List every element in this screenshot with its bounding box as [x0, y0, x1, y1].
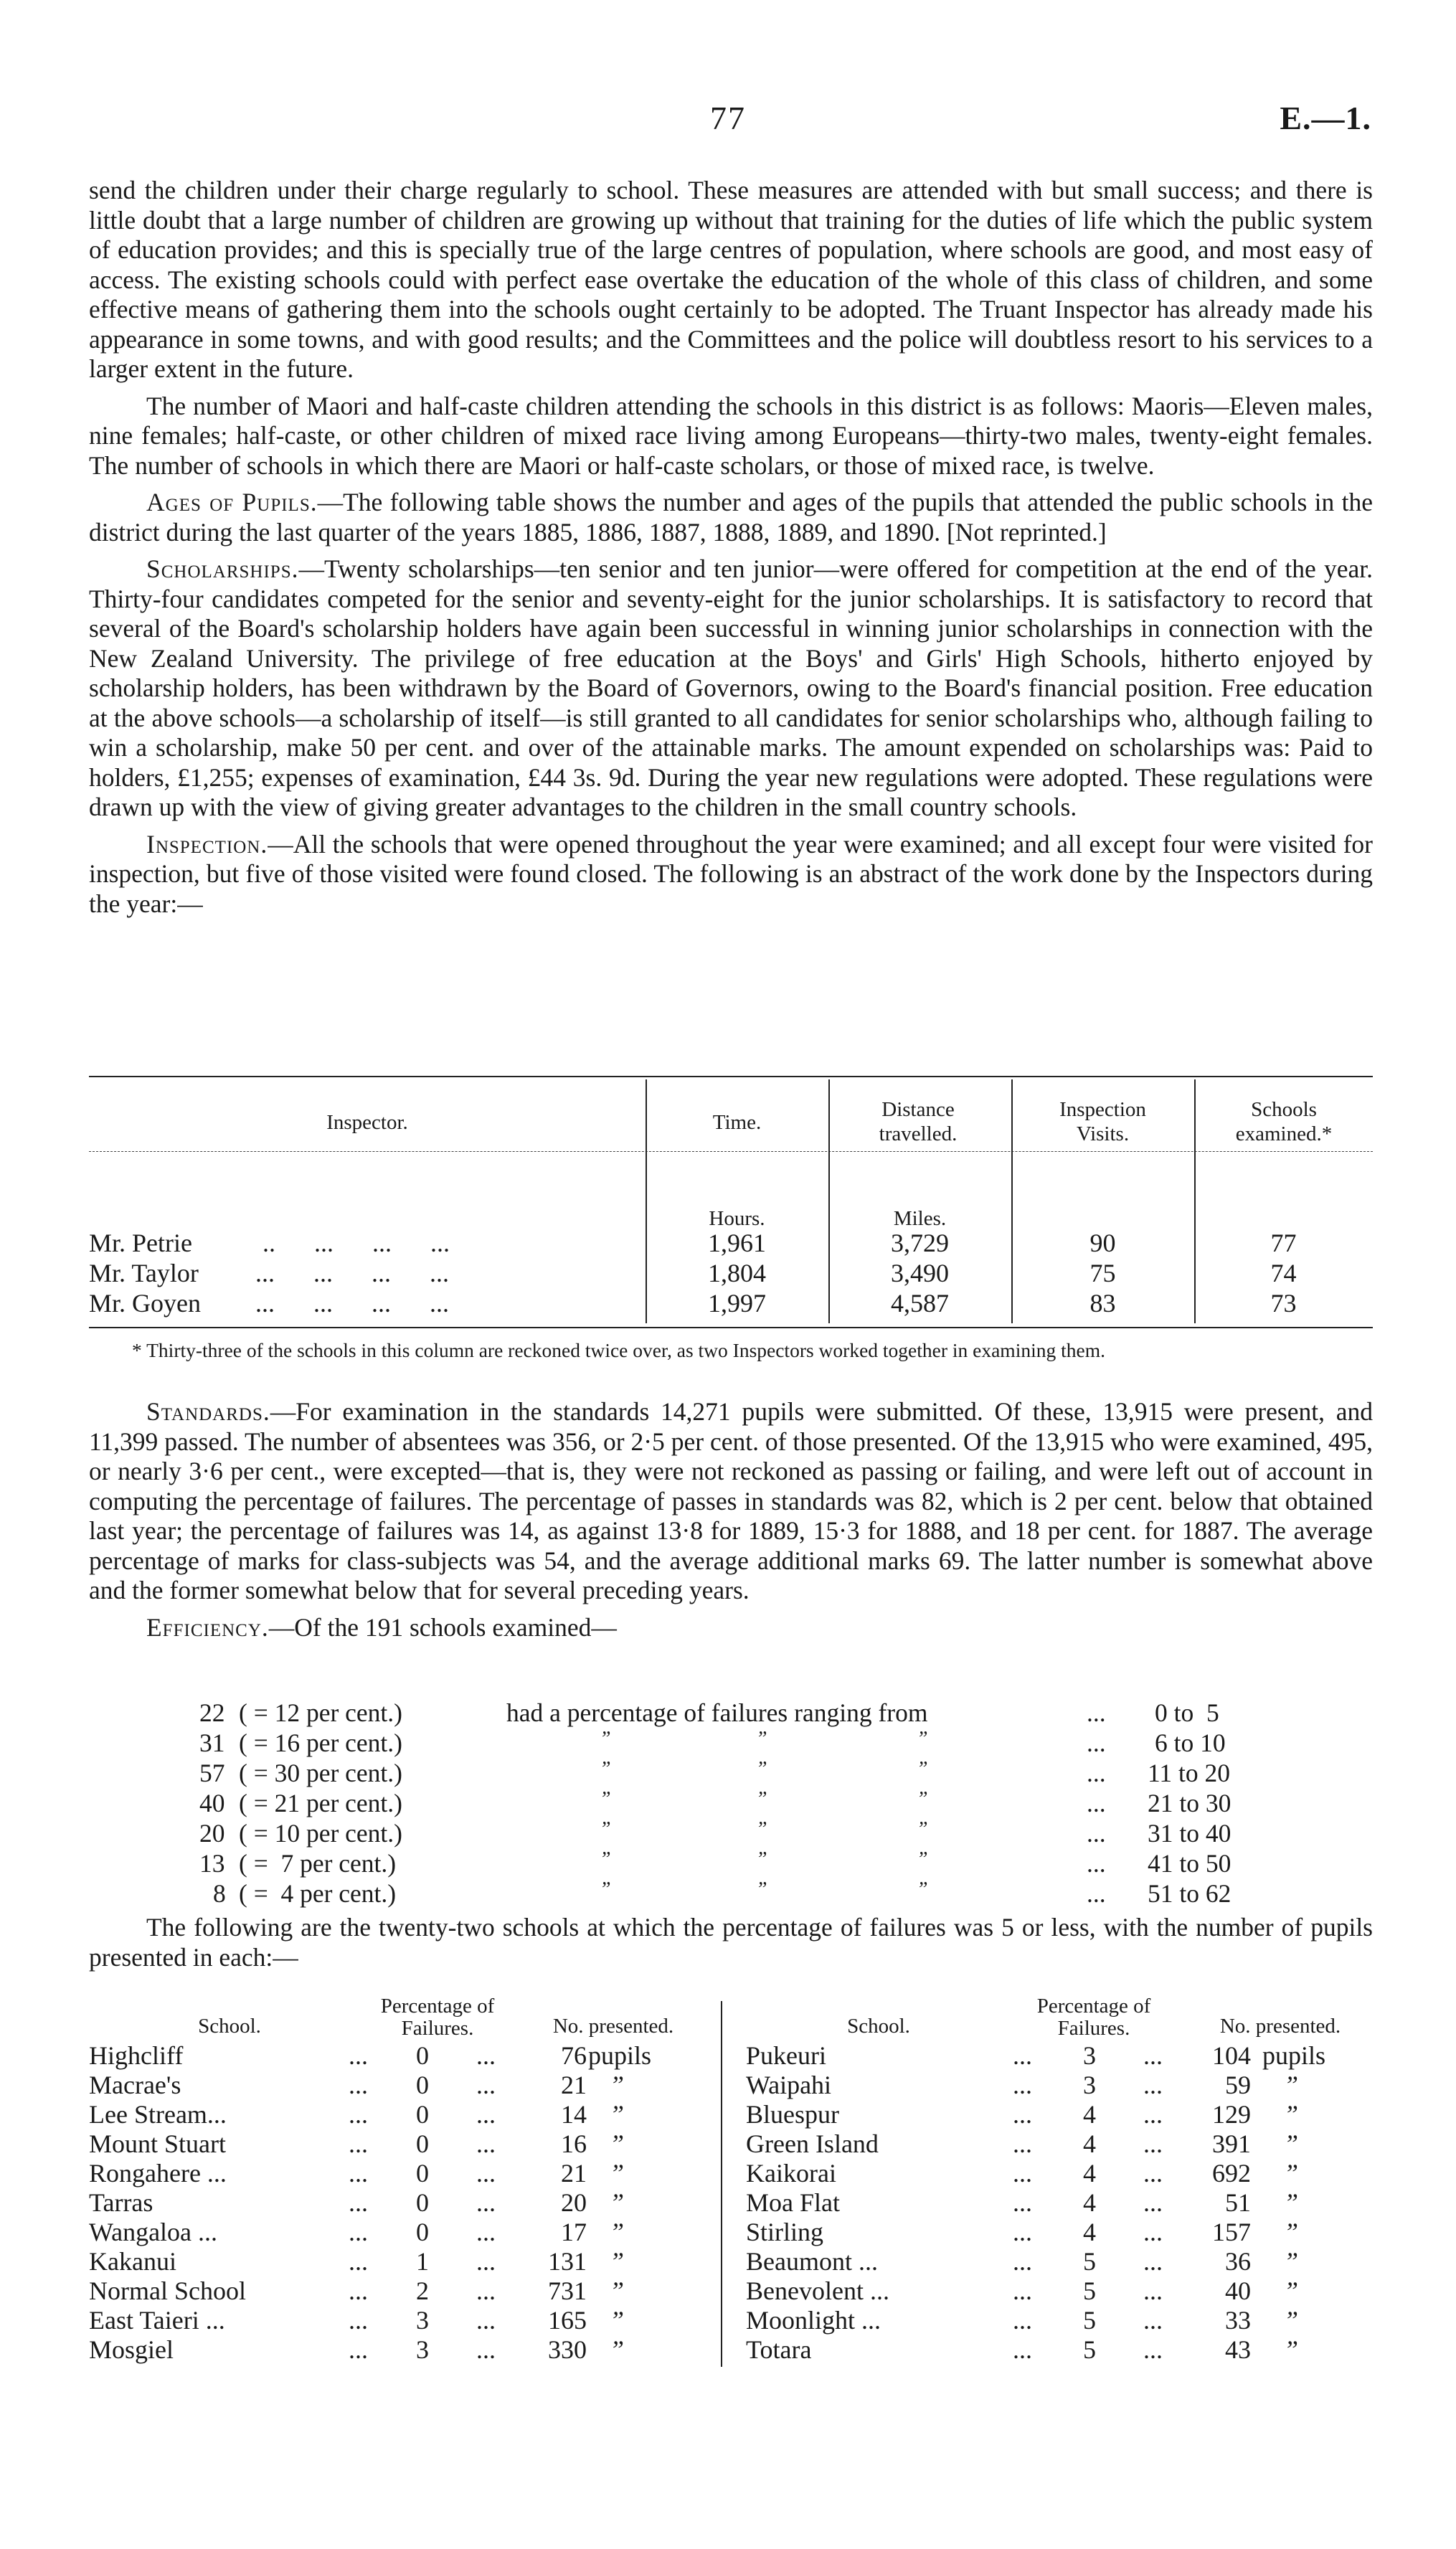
pupils-presented: 330 [548, 2335, 587, 2364]
percent-note: ( = 16 per cent.) [239, 1729, 402, 1757]
pupils-presented: 131 [548, 2247, 587, 2276]
ditto-mark: ” [610, 2218, 625, 2246]
ditto-mark: ” [1284, 2129, 1299, 2158]
school-count: 20 [199, 1819, 225, 1848]
ditto-mark: ” [600, 1878, 611, 1901]
ditto-mark: ” [610, 2188, 625, 2217]
pupils-presented: 165 [548, 2306, 587, 2335]
table-top-rule [89, 1076, 1373, 1077]
ditto-mark: ” [1284, 2218, 1299, 2246]
ditto-mark: ” [1284, 2276, 1299, 2305]
failure-percentage: 3 [416, 2335, 429, 2364]
leader-dots: ... [1143, 2247, 1163, 2276]
failure-range: 0 to 5 [1155, 1698, 1219, 1727]
school-name: Macrae's [89, 2071, 181, 2099]
failure-percentage: 0 [416, 2100, 429, 2129]
paragraph-schools-intro: The following are the twenty-two schools at which the percentage of failures was 5 or less, with the number of pupils presented in each:— [89, 1913, 1373, 1972]
header-examined: Schools examined.* [1235, 1098, 1333, 1145]
failure-percentage: 0 [416, 2129, 429, 2158]
failure-percentage: 3 [1083, 2041, 1096, 2070]
paragraph-truancy: send the children under their charge regularly to school. These measures are attended with but small success; and there is little doubt that a large number of children are growing up without that training for the duties of life which the public system of education provides; and this is specially true of the large centres of population, where schools are good, and most easy of access. The existing schools could with perfect ease overtake the education of the whole of this class of children, and some effective means of gathering them into the schools ought certainly to be adopted. The Truant Inspector has already made his appearance in some towns, and with good results; and the Committees and the police will doubtless resort to his services to a larger extent in the future. [89, 176, 1373, 383]
pupils-presented: 104 [1212, 2041, 1251, 2070]
header-presented-right: No. presented. [1219, 2015, 1341, 2038]
leader-dots: ... [349, 2335, 368, 2364]
failure-percentage: 4 [1083, 2159, 1096, 2188]
standards-heading: Standards. [146, 1397, 270, 1426]
leader-dots: ... [1087, 1759, 1106, 1787]
ditto-mark: ” [610, 2071, 625, 2099]
percent-note: ( = 21 per cent.) [239, 1789, 402, 1817]
ditto-mark: ” [610, 2100, 625, 2129]
failure-range: 21 to 30 [1148, 1789, 1232, 1817]
pupils-presented: 40 [1225, 2276, 1251, 2305]
pupils-presented: 59 [1225, 2071, 1251, 2099]
distance-value: 4,587 [891, 1289, 949, 1318]
leader-dots: ... [476, 2335, 496, 2364]
pupils-unit: pupils [588, 2041, 652, 2070]
failure-percentage: 1 [416, 2247, 429, 2276]
scholarships-text: —Twenty scholarships—ten senior and ten junior—were offered for competition at the end of the year. Thirty-four candidates competed for the senior and seventy-eight for the junior scholarships. It is satisfactory to record that several of the Board's scholarship holders have again been successful in winning junior scholarships in connection with the New Zealand University. The privilege of free education at the Boys' and Girls' High Schools, hitherto enjoyed by scholarship holders, has been withdrawn by the Board of Governors, owing to the Board's financial position. Free education at the above schools—a scholarship of itself—is still granted to all candidates for senior scholarships who, although failing to win a scholarship, make 50 per cent. and over of the attainable marks. The amount expended on scholarships was: Paid to holders, £1,255; expenses of examination, £44 3s. 9d. During the year new regulations were adopted. These regulations were drawn up with the view of giving greater advantages to the children in the small country schools. [89, 554, 1373, 821]
failure-range: 41 to 50 [1148, 1849, 1232, 1878]
ditto-mark: ” [1284, 2159, 1299, 2188]
ditto-mark: ” [610, 2306, 625, 2335]
column-divider [721, 2001, 722, 2367]
failure-percentage: 0 [416, 2071, 429, 2099]
leader-dots: ... [1013, 2041, 1032, 2070]
ditto-mark: ” [600, 1758, 611, 1780]
pupils-presented: 36 [1225, 2247, 1251, 2276]
school-name: Stirling [746, 2218, 824, 2246]
school-name: Benevolent ... [746, 2276, 889, 2305]
distance-value: 3,729 [891, 1229, 949, 1257]
leader-dots: ... [349, 2218, 368, 2246]
efficiency-heading: Efficiency. [146, 1612, 269, 1642]
paragraph-inspection [89, 830, 1373, 919]
leader-dots: ... [1013, 2129, 1032, 2158]
percent-note: ( = 30 per cent.) [239, 1759, 402, 1787]
leader-dots: ... [1013, 2335, 1032, 2364]
school-name: Waipahi [746, 2071, 832, 2099]
distance-value: 3,490 [891, 1259, 949, 1287]
header-pct-right: Percentage of Failures. [1036, 1995, 1151, 2040]
report-reference: E.—1. [1280, 100, 1371, 136]
leader-dots: ... [1013, 2071, 1032, 2099]
leader-dots: ... [1013, 2247, 1032, 2276]
pupils-presented: 731 [548, 2276, 587, 2305]
ditto-mark: ” [917, 1878, 928, 1901]
header-visits: Inspection Visits. [1059, 1098, 1146, 1145]
leader-dots: ... [1087, 1789, 1106, 1817]
failure-percentage: 4 [1083, 2100, 1096, 2129]
body-text-schools-intro [89, 1913, 1373, 1980]
school-name: East Taieri ... [89, 2306, 225, 2335]
pupils-presented: 21 [561, 2071, 587, 2099]
ditto-mark: ” [600, 1728, 611, 1750]
ditto-mark: ” [600, 1818, 611, 1840]
percent-note: ( = 4 per cent.) [239, 1879, 397, 1908]
list-item [0, 1878, 1456, 1909]
leader-dots: ... [1143, 2100, 1163, 2129]
leader-dots: ... ... ... ... [255, 1259, 449, 1287]
ditto-mark: ” [756, 1848, 767, 1871]
leader-dots: ... [1143, 2159, 1163, 2188]
school-count: 8 [213, 1879, 226, 1908]
leader-dots: ... ... ... ... [255, 1289, 449, 1318]
ditto-mark: ” [917, 1818, 928, 1840]
failure-percentage: 2 [416, 2276, 429, 2305]
ditto-mark: ” [756, 1788, 767, 1810]
leader-dots: ... [1013, 2188, 1032, 2217]
table-header-rule [89, 1151, 1373, 1152]
school-count: 22 [199, 1698, 225, 1727]
percent-note: ( = 10 per cent.) [239, 1819, 402, 1848]
pupils-presented: 51 [1225, 2188, 1251, 2217]
school-name: Mosgiel [89, 2335, 174, 2364]
inspection-heading: Inspection. [146, 829, 268, 859]
visits-value: 83 [1089, 1289, 1116, 1318]
pupils-presented: 17 [561, 2218, 587, 2246]
leader-dots: ... [1087, 1698, 1106, 1727]
leader-dots: ... [349, 2129, 368, 2158]
leader-dots: ... [476, 2276, 496, 2305]
failure-percentage: 0 [416, 2218, 429, 2246]
school-name: Green Island [746, 2129, 879, 2158]
header-distance: Distance travelled. [879, 1098, 958, 1145]
table-bottom-rule [89, 1327, 1373, 1328]
visits-value: 75 [1089, 1259, 1116, 1287]
list-item [0, 1698, 1456, 1728]
school-name: Tarras [89, 2188, 153, 2217]
pupils-presented: 21 [561, 2159, 587, 2188]
leader-dots: ... [476, 2247, 496, 2276]
leader-dots: ... [1013, 2276, 1032, 2305]
leader-dots: ... [349, 2247, 368, 2276]
failure-range: 31 to 40 [1148, 1819, 1232, 1848]
ditto-mark: ” [610, 2159, 625, 2188]
header-inspector: Inspector. [326, 1111, 408, 1134]
paragraph-efficiency [89, 1613, 1373, 1643]
leader-dots: ... [1087, 1819, 1106, 1848]
leader-dots: ... [1087, 1729, 1106, 1757]
header-pct-left: Percentage of Failures. [380, 1995, 495, 2040]
leader-dots: ... [349, 2100, 368, 2129]
failure-percentage: 0 [416, 2159, 429, 2188]
failure-percentage: 5 [1083, 2247, 1096, 2276]
leader-dots: .. ... ... ... [263, 1229, 450, 1257]
ditto-mark: ” [917, 1758, 928, 1780]
ditto-mark: ” [600, 1848, 611, 1871]
leader-dots: ... [1013, 2306, 1032, 2335]
list-item [0, 1758, 1456, 1788]
leader-dots: ... [349, 2159, 368, 2188]
ditto-mark: ” [756, 1728, 767, 1750]
school-name: Bluespur [746, 2100, 839, 2129]
inspector-name: Mr. Taylor [89, 1259, 199, 1287]
paragraph-scholarships [89, 554, 1373, 823]
ditto-mark: ” [917, 1848, 928, 1871]
body-text-standards [89, 1397, 1373, 1642]
leader-dots: ... [476, 2218, 496, 2246]
pupils-presented: 129 [1212, 2100, 1251, 2129]
standards-text: —For examination in the standards 14,271 pupils were submitted. Of these, 13,915 were present, and 11,399 passed. The number of absentees was 356, or 2·5 per cent. of those presented. Of the 13,915 who were examined, 495, or nearly 3·6 per cent., were excepted—that is, they were not reckoned as passing or failing, and were left out of account in computing the percentage of failures. The percentage of passes in standards was 82, which is 2 per cent. below that obtained last year; the percentage of failures was 14, as against 13·8 for 1889, 15·3 for 1888, and 18 per cent. for 1887. The average percentage of marks for class-subjects was 54, and the average additional marks 69. The latter number is somewhat above and the former somewhat below that for several preceding years. [89, 1397, 1373, 1604]
school-name: Kaikorai [746, 2159, 836, 2188]
inspection-text: —All the schools that were opened throughout the year were examined; and all except four were visited for inspection, but five of those visited were found closed. The following is an abstract of the work done by the Inspectors during the year:— [89, 829, 1373, 918]
failure-percentage: 5 [1083, 2306, 1096, 2335]
ages-heading: Ages of Pupils. [146, 488, 318, 516]
failure-percentage: 0 [416, 2041, 429, 2070]
leader-dots: ... [476, 2188, 496, 2217]
failure-percentage: 4 [1083, 2129, 1096, 2158]
school-name: Beaumont ... [746, 2247, 878, 2276]
body-text-top [89, 176, 1373, 926]
pupils-presented: 43 [1225, 2335, 1251, 2364]
ditto-mark: ” [1284, 2071, 1299, 2099]
list-item [0, 1788, 1456, 1818]
pupils-unit: pupils [1262, 2041, 1326, 2070]
list-item [0, 1848, 1456, 1878]
failure-range: 11 to 20 [1148, 1759, 1231, 1787]
pupils-presented: 76 [561, 2041, 587, 2070]
school-name: Kakanui [89, 2247, 176, 2276]
header-school-left: School. [198, 2015, 261, 2038]
school-name: Totara [746, 2335, 812, 2364]
school-count: 13 [199, 1849, 225, 1878]
school-count: 57 [199, 1759, 225, 1787]
ditto-mark: ” [1284, 2335, 1299, 2364]
school-name: Wangaloa ... [89, 2218, 218, 2246]
paragraph-standards [89, 1397, 1373, 1606]
leader-dots: ... [1013, 2100, 1032, 2129]
failure-percentage: 0 [416, 2188, 429, 2217]
list-item [0, 1818, 1456, 1848]
leader-dots: ... [349, 2041, 368, 2070]
school-name: Moa Flat [746, 2188, 840, 2217]
examined-value: 74 [1270, 1259, 1297, 1287]
unit-hours: Hours. [709, 1207, 765, 1230]
paragraph-ages [89, 488, 1373, 547]
time-value: 1,997 [708, 1289, 766, 1318]
inspector-name: Mr. Goyen [89, 1289, 201, 1318]
school-name: Normal School [89, 2276, 246, 2305]
leader-dots: ... [349, 2306, 368, 2335]
pupils-presented: 692 [1212, 2159, 1251, 2188]
ditto-mark: ” [917, 1788, 928, 1810]
header-school-right: School. [847, 2015, 910, 2038]
leader-dots: ... [1143, 2335, 1163, 2364]
leader-dots: ... [476, 2306, 496, 2335]
ditto-mark: ” [917, 1728, 928, 1750]
ages-text: —The following table shows the number and ages of the pupils that attended the public schools in the district during the last quarter of the years 1885, 1886, 1887, 1888, 1889, and 1890. [Not reprinted.] [89, 488, 1373, 547]
leader-dots: ... [1143, 2129, 1163, 2158]
failure-percentage: 3 [416, 2306, 429, 2335]
failure-range: 6 to 10 [1155, 1729, 1226, 1757]
leader-dots: ... [1143, 2071, 1163, 2099]
time-value: 1,804 [708, 1259, 766, 1287]
pupils-presented: 14 [561, 2100, 587, 2129]
school-name: Lee Stream... [89, 2100, 227, 2129]
list-item [0, 1728, 1456, 1758]
leader-dots: ... [476, 2159, 496, 2188]
school-count: 40 [199, 1789, 225, 1817]
pupils-presented: 33 [1225, 2306, 1251, 2335]
leader-dots: ... [476, 2041, 496, 2070]
leader-dots: ... [349, 2188, 368, 2217]
leader-dots: ... [1143, 2276, 1163, 2305]
school-name: Mount Stuart [89, 2129, 227, 2158]
failure-percentage: 4 [1083, 2188, 1096, 2217]
school-name: Rongahere ... [89, 2159, 227, 2188]
failure-percentage: 5 [1083, 2276, 1096, 2305]
page-number: 77 [710, 100, 746, 136]
ditto-mark: ” [1284, 2188, 1299, 2217]
leader-dots: ... [1143, 2041, 1163, 2070]
header-time: Time. [712, 1111, 762, 1134]
inspector-name: Mr. Petrie [89, 1229, 192, 1257]
percent-note: ( = 12 per cent.) [239, 1698, 402, 1727]
ditto-mark: ” [610, 2129, 625, 2158]
pupils-presented: 391 [1212, 2129, 1251, 2158]
pupils-presented: 16 [561, 2129, 587, 2158]
time-value: 1,961 [708, 1229, 766, 1257]
ditto-mark: ” [756, 1878, 767, 1901]
visits-value: 90 [1089, 1229, 1116, 1257]
examined-value: 77 [1270, 1229, 1297, 1257]
school-name: Moonlight ... [746, 2306, 881, 2335]
failure-range: 51 to 62 [1148, 1879, 1232, 1908]
ditto-mark: ” [600, 1788, 611, 1810]
leader-dots: ... [1143, 2218, 1163, 2246]
ditto-mark: ” [756, 1758, 767, 1780]
failure-percentage: 4 [1083, 2218, 1096, 2246]
school-name: Highcliff [89, 2041, 184, 2070]
leader-dots: ... [349, 2276, 368, 2305]
leader-dots: ... [1143, 2188, 1163, 2217]
scholarships-heading: Scholarships. [146, 554, 299, 583]
percent-note: ( = 7 per cent.) [239, 1849, 397, 1878]
ditto-mark: ” [1284, 2306, 1299, 2335]
ditto-mark: ” [756, 1818, 767, 1840]
ditto-mark: ” [1284, 2247, 1299, 2276]
failure-text: had a percentage of failures ranging from [506, 1698, 928, 1727]
paragraph-maori-children: The number of Maori and half-caste children attending the schools in this district is as follows: Maoris—Eleven males, nine females; half-caste, or other children of mixed race living among Europeans—thirty-two males, twenty-eight females. The number of schools in which there are Maori or half-caste scholars, or those of mixed race, is twelve. [89, 391, 1373, 480]
leader-dots: ... [1143, 2306, 1163, 2335]
leader-dots: ... [349, 2071, 368, 2099]
ditto-mark: ” [610, 2247, 625, 2276]
leader-dots: ... [476, 2129, 496, 2158]
school-count: 31 [199, 1729, 225, 1757]
school-name: Pukeuri [746, 2041, 826, 2070]
leader-dots: ... [1087, 1849, 1106, 1878]
ditto-mark: ” [610, 2276, 625, 2305]
examined-value: 73 [1270, 1289, 1297, 1318]
failure-percentage: 5 [1083, 2335, 1096, 2364]
pupils-presented: 20 [561, 2188, 587, 2217]
leader-dots: ... [1013, 2159, 1032, 2188]
leader-dots: ... [476, 2071, 496, 2099]
efficiency-text: —Of the 191 schools examined— [268, 1612, 617, 1642]
leader-dots: ... [1013, 2218, 1032, 2246]
unit-miles: Miles. [893, 1207, 947, 1230]
ditto-mark: ” [1284, 2100, 1299, 2129]
pupils-presented: 157 [1212, 2218, 1251, 2246]
ditto-mark: ” [610, 2335, 625, 2364]
leader-dots: ... [476, 2100, 496, 2129]
table-footnote: * Thirty-three of the schools in this column are reckoned twice over, as two Inspectors worked together in examining them. [132, 1339, 1105, 1361]
failure-percentage: 3 [1083, 2071, 1096, 2099]
leader-dots: ... [1087, 1879, 1106, 1908]
header-presented-left: No. presented. [552, 2015, 674, 2038]
